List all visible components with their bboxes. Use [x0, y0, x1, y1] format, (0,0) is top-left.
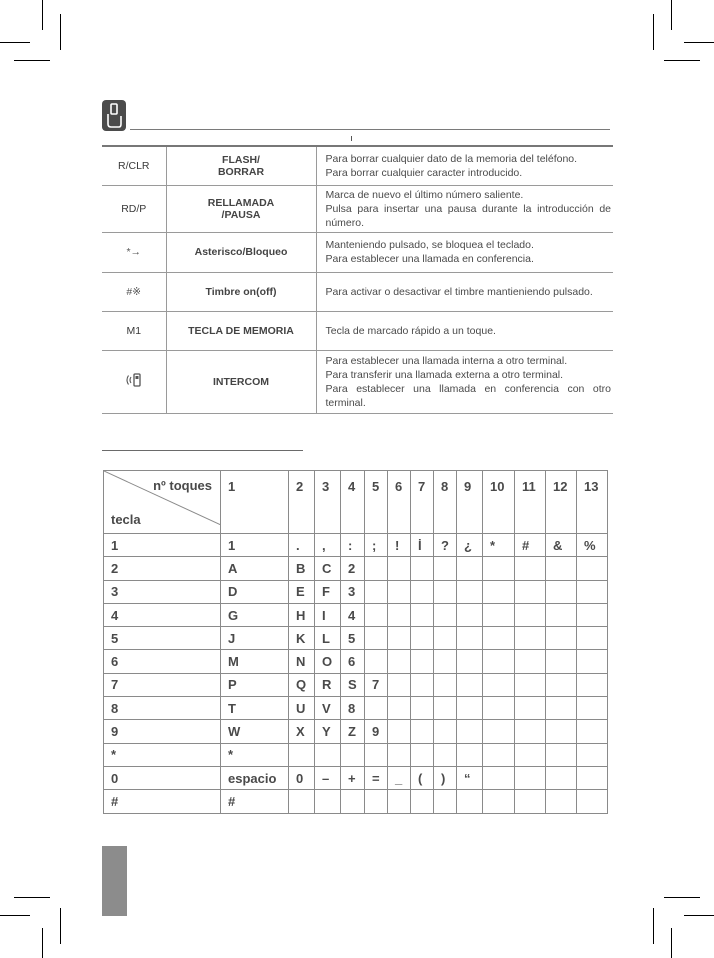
key-description: Para borrar cualquier dato de la memoria del teléfono. Para borrar cualquier caracter introducido.	[316, 146, 613, 185]
char-cell	[515, 650, 546, 673]
char-cell	[546, 627, 577, 650]
char-cell: W	[221, 720, 289, 743]
char-cell	[546, 580, 577, 603]
char-cell	[434, 790, 457, 813]
row-key: 3	[104, 580, 221, 603]
char-cell	[546, 720, 577, 743]
char-cell	[411, 650, 434, 673]
char-cell	[457, 790, 483, 813]
char-cell: G	[221, 603, 289, 626]
key-description: Manteniendo pulsado, se bloquea el teclado. Para establecer una llamada en conferencia.	[316, 232, 613, 272]
table-row	[104, 557, 608, 580]
char-cell	[483, 743, 515, 766]
key-description: Para establecer una llamada interna a otro terminal. Para transferir una llamada externa a otro terminal. Para establecer una llamada en conferencia con otro terminal.	[316, 350, 613, 413]
table-row	[104, 766, 608, 789]
char-cell: P	[221, 673, 289, 696]
char-cell: Z	[341, 720, 365, 743]
column-header: 4	[341, 471, 365, 534]
char-cell: E	[289, 580, 315, 603]
row-key: 8	[104, 697, 221, 720]
char-cell: #	[515, 534, 546, 557]
char-cell	[577, 673, 608, 696]
phone-hand-icon	[102, 100, 126, 131]
key-label: #※	[102, 272, 166, 311]
key-name: RELLAMADA /PAUSA	[166, 185, 316, 232]
char-cell: S	[341, 673, 365, 696]
char-cell	[388, 650, 411, 673]
char-cell	[515, 557, 546, 580]
char-cell	[483, 650, 515, 673]
char-cell	[365, 697, 388, 720]
char-cell	[546, 743, 577, 766]
table-row	[104, 603, 608, 626]
table-corner	[104, 471, 221, 534]
char-cell	[577, 603, 608, 626]
char-cell: 9	[365, 720, 388, 743]
key-label: RD/P	[102, 185, 166, 232]
char-cell: “	[457, 766, 483, 789]
char-cell: A	[221, 557, 289, 580]
row-key: 4	[104, 603, 221, 626]
column-header: 1	[221, 471, 289, 534]
table-row	[104, 720, 608, 743]
char-cell: =	[365, 766, 388, 789]
table-row	[104, 627, 608, 650]
char-cell	[483, 627, 515, 650]
char-cell: &	[546, 534, 577, 557]
char-cell	[388, 603, 411, 626]
char-cell	[365, 557, 388, 580]
char-cell	[577, 627, 608, 650]
table-row	[104, 697, 608, 720]
char-cell	[411, 580, 434, 603]
char-cell	[365, 627, 388, 650]
key-name: Asterisco/Bloqueo	[166, 232, 316, 272]
table-row	[104, 743, 608, 766]
char-cell: R	[315, 673, 341, 696]
char-cell	[315, 790, 341, 813]
char-cell	[341, 790, 365, 813]
char-cell: –	[315, 766, 341, 789]
char-cell	[388, 697, 411, 720]
char-cell	[457, 627, 483, 650]
side-tab	[102, 846, 127, 916]
char-cell: Q	[289, 673, 315, 696]
char-cell	[546, 603, 577, 626]
char-cell: !	[388, 534, 411, 557]
char-cell	[515, 697, 546, 720]
char-cell: K	[289, 627, 315, 650]
char-cell	[577, 720, 608, 743]
char-cell	[577, 650, 608, 673]
key-label: R/CLR	[102, 146, 166, 185]
section-rule	[102, 450, 303, 451]
column-header: 13	[577, 471, 608, 534]
char-cell	[434, 720, 457, 743]
char-cell	[546, 650, 577, 673]
char-cell	[577, 580, 608, 603]
char-cell: *	[483, 534, 515, 557]
char-cell	[577, 790, 608, 813]
char-cell: J	[221, 627, 289, 650]
char-cell	[577, 697, 608, 720]
char-cell	[483, 603, 515, 626]
char-cell	[515, 673, 546, 696]
column-header: 12	[546, 471, 577, 534]
char-cell	[515, 580, 546, 603]
char-cell	[457, 603, 483, 626]
char-cell	[434, 697, 457, 720]
char-cell: ?	[434, 534, 457, 557]
char-cell	[365, 790, 388, 813]
char-cell: 2	[341, 557, 365, 580]
char-cell: 4	[341, 603, 365, 626]
row-key: 7	[104, 673, 221, 696]
char-cell: C	[315, 557, 341, 580]
char-cell	[411, 557, 434, 580]
key-description: Tecla de marcado rápido a un toque.	[316, 311, 613, 350]
char-cell	[434, 743, 457, 766]
key-name: FLASH/ BORRAR	[166, 146, 316, 185]
char-cell	[388, 557, 411, 580]
char-cell	[457, 673, 483, 696]
char-cell: 6	[341, 650, 365, 673]
char-cell	[457, 557, 483, 580]
table-row	[102, 272, 613, 311]
header-rule	[130, 129, 610, 130]
char-cell: ;	[365, 534, 388, 557]
column-header: 6	[388, 471, 411, 534]
char-cell: 3	[341, 580, 365, 603]
char-cell: 0	[289, 766, 315, 789]
row-key: 5	[104, 627, 221, 650]
char-cell	[577, 743, 608, 766]
column-header: 3	[315, 471, 341, 534]
char-cell	[341, 743, 365, 766]
char-cell: U	[289, 697, 315, 720]
row-key: #	[104, 790, 221, 813]
table-row	[104, 673, 608, 696]
corner-label-toques: nº toques	[153, 478, 212, 493]
char-cell	[546, 790, 577, 813]
char-cell	[457, 697, 483, 720]
char-cell: ¿	[457, 534, 483, 557]
char-cell	[388, 673, 411, 696]
char-cell	[457, 720, 483, 743]
char-cell	[546, 697, 577, 720]
char-cell	[365, 743, 388, 766]
char-cell	[365, 650, 388, 673]
char-cell	[515, 627, 546, 650]
char-cell: V	[315, 697, 341, 720]
character-table-body	[104, 534, 608, 814]
char-cell: X	[289, 720, 315, 743]
char-cell: )	[434, 766, 457, 789]
char-cell	[411, 790, 434, 813]
char-cell: _	[388, 766, 411, 789]
table-row	[102, 350, 613, 413]
table-row	[104, 790, 608, 813]
char-cell: espacio	[221, 766, 289, 789]
key-name: INTERCOM	[166, 350, 316, 413]
char-cell	[365, 603, 388, 626]
char-cell	[411, 627, 434, 650]
char-cell: 8	[341, 697, 365, 720]
char-cell	[388, 580, 411, 603]
char-cell	[483, 790, 515, 813]
char-cell	[457, 743, 483, 766]
column-header: 10	[483, 471, 515, 534]
char-cell: .	[289, 534, 315, 557]
table-row	[102, 185, 613, 232]
char-cell: L	[315, 627, 341, 650]
char-cell	[411, 743, 434, 766]
char-cell	[411, 720, 434, 743]
table-row	[104, 650, 608, 673]
char-cell	[434, 557, 457, 580]
key-name: Timbre on(off)	[166, 272, 316, 311]
char-cell	[411, 603, 434, 626]
char-cell	[388, 743, 411, 766]
char-cell	[483, 557, 515, 580]
row-key: *	[104, 743, 221, 766]
char-cell	[365, 580, 388, 603]
column-header: 8	[434, 471, 457, 534]
char-cell: T	[221, 697, 289, 720]
key-function-table	[102, 145, 613, 414]
table-row	[104, 580, 608, 603]
corner-label-tecla: tecla	[111, 512, 141, 527]
char-cell	[388, 790, 411, 813]
char-cell: N	[289, 650, 315, 673]
char-cell	[289, 790, 315, 813]
column-header: 9	[457, 471, 483, 534]
char-cell	[411, 697, 434, 720]
char-cell	[546, 557, 577, 580]
char-cell	[577, 557, 608, 580]
char-cell	[315, 743, 341, 766]
char-cell	[546, 673, 577, 696]
char-cell: (	[411, 766, 434, 789]
char-cell	[457, 580, 483, 603]
key-name: TECLA DE MEMORIA	[166, 311, 316, 350]
table-row	[102, 311, 613, 350]
char-cell: 7	[365, 673, 388, 696]
char-cell: D	[221, 580, 289, 603]
char-cell	[483, 673, 515, 696]
row-key: 2	[104, 557, 221, 580]
char-cell: I	[315, 603, 341, 626]
key-label: M1	[102, 311, 166, 350]
char-cell	[434, 673, 457, 696]
key-description: Marca de nuevo el último número saliente. Pulsa para insertar una pausa durante la introducción de número.	[316, 185, 613, 232]
char-cell	[515, 790, 546, 813]
row-key: 0	[104, 766, 221, 789]
char-cell: M	[221, 650, 289, 673]
char-cell	[546, 766, 577, 789]
char-cell: +	[341, 766, 365, 789]
char-cell	[457, 650, 483, 673]
table-row	[102, 232, 613, 272]
character-table	[103, 470, 608, 814]
table-row	[102, 146, 613, 185]
char-cell	[411, 673, 434, 696]
char-cell	[483, 580, 515, 603]
row-key: 1	[104, 534, 221, 557]
char-cell	[434, 627, 457, 650]
char-cell: #	[221, 790, 289, 813]
char-cell: İ	[411, 534, 434, 557]
char-cell: F	[315, 580, 341, 603]
char-cell	[515, 766, 546, 789]
char-cell: Y	[315, 720, 341, 743]
char-cell	[434, 580, 457, 603]
char-cell	[388, 627, 411, 650]
key-label: *→	[102, 232, 166, 272]
char-cell	[483, 697, 515, 720]
char-cell	[577, 766, 608, 789]
key-description: Para activar o desactivar el timbre mantieniendo pulsado.	[316, 272, 613, 311]
column-header: 11	[515, 471, 546, 534]
char-cell: 5	[341, 627, 365, 650]
char-cell: ,	[315, 534, 341, 557]
char-cell: *	[221, 743, 289, 766]
char-cell: O	[315, 650, 341, 673]
column-header: 5	[365, 471, 388, 534]
row-key: 6	[104, 650, 221, 673]
char-cell	[515, 743, 546, 766]
row-key: 9	[104, 720, 221, 743]
table-header-row	[104, 471, 608, 534]
header-tick	[351, 136, 352, 141]
table-row	[104, 534, 608, 557]
char-cell	[388, 720, 411, 743]
char-cell	[483, 766, 515, 789]
char-cell: %	[577, 534, 608, 557]
char-cell: B	[289, 557, 315, 580]
column-header: 2	[289, 471, 315, 534]
char-cell	[515, 603, 546, 626]
intercom-icon	[102, 350, 166, 413]
char-cell	[289, 743, 315, 766]
char-cell: 1	[221, 534, 289, 557]
char-cell: :	[341, 534, 365, 557]
char-cell	[483, 720, 515, 743]
column-header: 7	[411, 471, 434, 534]
char-cell: H	[289, 603, 315, 626]
char-cell	[434, 603, 457, 626]
char-cell	[515, 720, 546, 743]
char-cell	[434, 650, 457, 673]
